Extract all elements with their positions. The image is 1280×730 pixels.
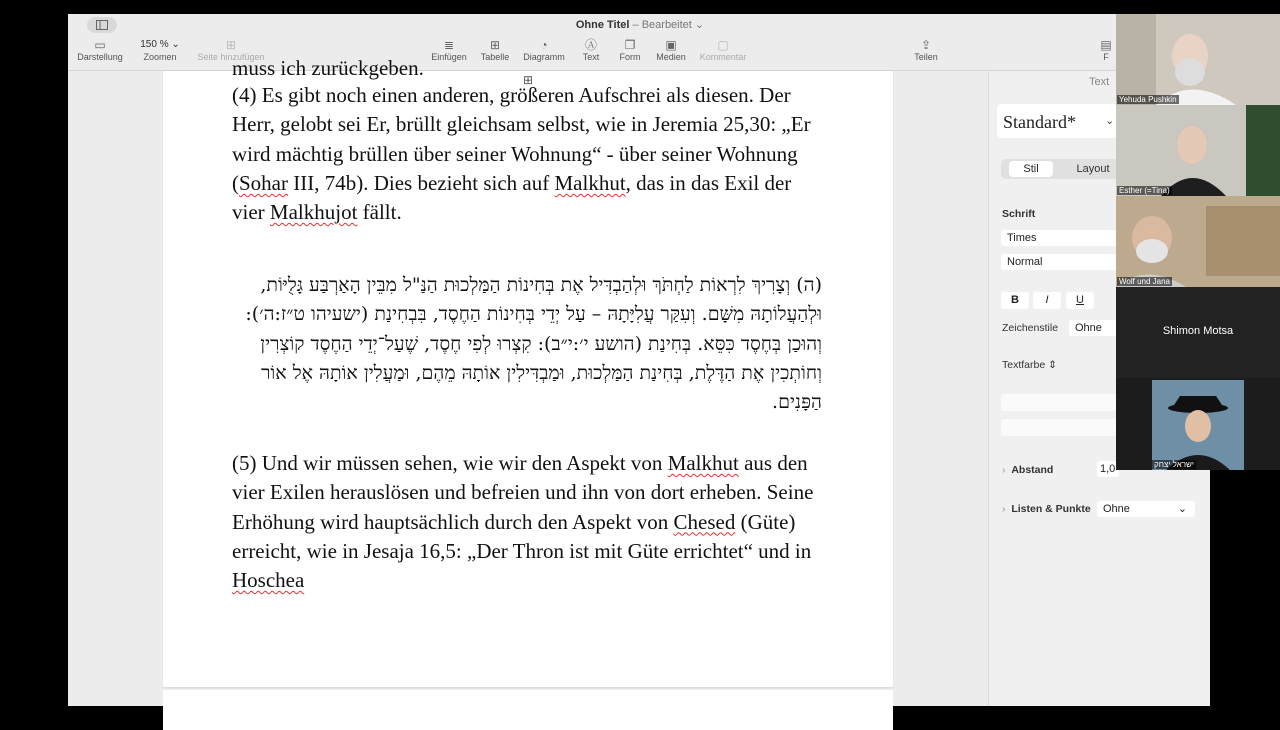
shape-label: Form [619, 52, 641, 62]
participant-name: Esther (=Tina) [1119, 186, 1170, 195]
table-icon: ⊞ [489, 38, 501, 52]
paragraph-4[interactable]: (4) Es gibt noch einen anderen, größeren Aufschrei als diesen. Der Herr, gelobt sei Er, brüllt gleichsam selbst, wie in Jeremia 25,30: „Er wird mächtig brüllen über seiner Wohnung“ - über seiner Wohnung (Sohar III, 74b). Dies bezieht sich auf Malkhut, das in das Exil der vier Malkhujot fällt. [232, 83, 811, 225]
spellcheck-word[interactable]: Malkhut [667, 451, 739, 475]
participant-video [1116, 378, 1280, 470]
comment-label: Kommentar [699, 52, 747, 62]
participant-name: Shimon Motsa [1162, 325, 1234, 337]
format-label: F [1103, 52, 1109, 62]
next-page[interactable] [163, 690, 893, 730]
indent-buttons[interactable] [1001, 419, 1119, 436]
text-label: Text [582, 52, 600, 62]
view-label: Darstellung [77, 52, 123, 62]
font-heading: Schrift [1002, 208, 1036, 220]
sidebar-toggle-button[interactable] [87, 17, 117, 33]
hebrew-paragraph[interactable]: (ה) וְצָרִיךְ לִרְאוֹת לַחְתֹּךְ וּלְהַבְדִּיל אֶת בְּחִינוֹת הַמַּלְכוּת הַנַּ"ל מִבֵּין הָאַרְבַּע גָּלֻיּוֹת, וּלְהַעֲלוֹתָהּ מִשָּׁם. וְעִקַּר עֲלִיָּתָהּ – עַל יְדֵי בְּחִינוֹת הַחֶסֶד, בִּבְחִינַת (ישעיהו ט״ז:ה׳): וְהוּכַן בְּחֶסֶד כִּסֵּא. בְּחִינַת (הושע י׳:י״ב): קִצְרוּ לְפִי חֶסֶד, שֶׁעַל־יְדֵי הַחֶסֶד קוֹצְרִין וְחוֹתְכִין אֶת הַדֶּלֶת, בְּחִינַת הַמַּלְכוּת, וּמַבְדִּילִין אוֹתָהּ מֵהֶם, וּמַעֲלִין אוֹתָהּ אֶל אוֹר הַפָּנִים. [245, 274, 822, 414]
share-button[interactable] [908, 38, 944, 62]
font-family-select[interactable]: Times [1001, 230, 1119, 246]
spacing-value[interactable]: 1,0 [1097, 461, 1119, 477]
spacing-toggle[interactable]: › Abstand [1002, 464, 1054, 476]
media-label: Medien [656, 52, 686, 62]
spellcheck-word[interactable]: Malkhujot [269, 200, 358, 225]
chevron-down-icon: ⌄ [1105, 115, 1115, 127]
italic-button[interactable]: I [1033, 292, 1061, 309]
table-label: Tabelle [480, 52, 510, 62]
video-tile-1[interactable] [1116, 14, 1280, 105]
format-button[interactable] [1098, 38, 1114, 62]
document-title: Ohne Titel [575, 19, 630, 31]
view-button[interactable] [74, 38, 126, 62]
add-page-icon: ⊞ [225, 38, 237, 52]
style-layout-tabs [1001, 159, 1121, 179]
participant-video [1116, 196, 1280, 287]
spellcheck-word[interactable]: Sohar [239, 170, 288, 195]
cut-off-line: muss ich zurückgeben. [232, 56, 424, 80]
table-handle-icon[interactable]: ⊞ [523, 73, 534, 87]
spellcheck-word[interactable]: Chesed [673, 509, 736, 534]
alignment-buttons[interactable] [1001, 394, 1119, 411]
insert-label: Einfügen [431, 52, 467, 62]
insert-icon: ≣ [443, 38, 455, 52]
char-style-label: Zeichenstile [1002, 322, 1059, 334]
share-label: Teilen [914, 52, 938, 62]
share-icon: ⇪ [920, 38, 932, 52]
chart-label: Diagramm [523, 52, 565, 62]
media-icon: ▣ [665, 38, 677, 52]
video-tile-4[interactable] [1116, 287, 1280, 378]
char-style-select[interactable]: Ohne [1069, 320, 1119, 336]
participant-video [1116, 105, 1280, 196]
spellcheck-word[interactable]: Hoschea [232, 568, 305, 593]
video-tile-2[interactable] [1116, 105, 1280, 196]
video-tile-3[interactable] [1116, 196, 1280, 287]
spellcheck-word[interactable]: Malkhut [554, 170, 626, 195]
panel-tab-text[interactable]: Text [1089, 76, 1110, 88]
chart-icon: ◔ [540, 38, 548, 52]
participant-video [1116, 14, 1280, 105]
view-icon: ▭ [94, 38, 106, 52]
text-color-label[interactable]: Textfarbe ⇕ [1002, 359, 1057, 371]
comment-icon: ▢ [717, 38, 729, 52]
tab-layout[interactable]: Layout [1076, 163, 1110, 175]
lists-select[interactable]: Ohne ⌄ [1097, 501, 1195, 517]
lists-toggle[interactable]: › Listen & Punkte [1002, 503, 1091, 515]
chevron-right-icon: › [1002, 464, 1006, 476]
chevron-right-icon: › [1002, 503, 1006, 515]
sidebar-icon [96, 20, 108, 30]
participant-name: Wolf und Jana [1119, 277, 1170, 286]
zoom-value: 150 % ⌄ [140, 39, 180, 50]
text-box-icon: Ⓐ [584, 38, 597, 52]
font-weight-select[interactable]: Normal [1001, 254, 1119, 270]
bold-button[interactable]: B [1001, 292, 1029, 309]
video-tile-5[interactable] [1116, 378, 1280, 470]
paragraph-5[interactable]: (5) Und wir müssen sehen, wie wir den Aspekt von Malkhut aus den vier Exilen herauslösen und befreien und ihn von dort erheben. Seine Erhöhung wird hauptsächlich durch den Aspekt von Chesed (Güte) erreicht, wie in Jesaja 16,5: „Der Thron ist mit Güte errichtet“ und in Hoschea [232, 451, 814, 593]
paragraph-style-name: Standard* [1003, 112, 1076, 132]
paragraph-style-selector[interactable] [997, 104, 1122, 138]
add-page-label: Seite hinzufügen [197, 52, 265, 62]
edit-status[interactable]: – Bearbeitet ⌄ [632, 19, 705, 31]
window-title [0, 18, 1280, 31]
underline-button[interactable]: U [1066, 292, 1094, 309]
zoom-control[interactable] [134, 38, 186, 62]
participant-name: ישראל יצחק [1154, 460, 1194, 469]
shape-icon: ❐ [624, 38, 636, 52]
zoom-label: Zoomen [143, 52, 177, 62]
tab-style[interactable]: Stil [1009, 161, 1053, 177]
participant-name: Yehuda Pushkin [1119, 95, 1177, 104]
format-icon: ▤ [1100, 38, 1112, 52]
chevron-down-icon: ⌄ [1177, 503, 1187, 515]
pages-window [68, 14, 1209, 706]
